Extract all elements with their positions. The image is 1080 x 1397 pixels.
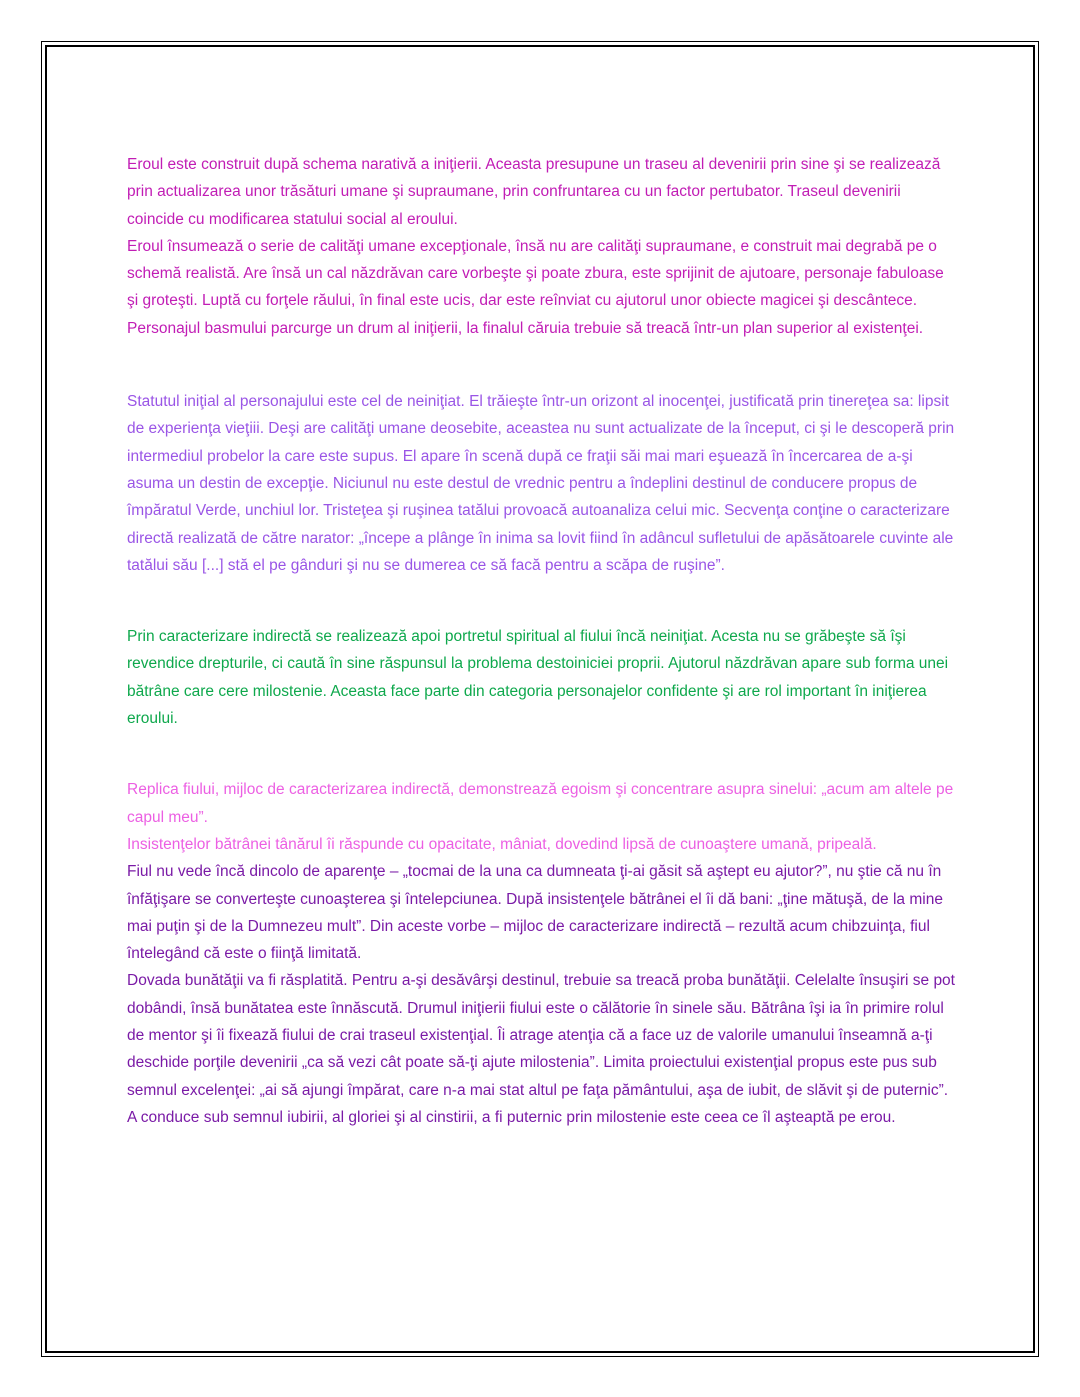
spacer	[127, 579, 957, 623]
spacer	[127, 732, 957, 776]
section-indirect-characterization	[127, 623, 957, 732]
paragraph: Insistenţelor bătrânei tânărul îi răspunde cu opacitate, mâniat, dovedind lipsă de cunoaştere umană, pripeală.	[127, 835, 877, 853]
paragraph: Fiul nu vede încă dincolo de aparenţe – „tocmai de la una ca dumneata ţi-ai găsit să aştept eu ajutor?”, nu ştie că nu în înfăţişare se converteşte cunoaşterea şi întelepciunea. După insistenţele bătrânei el îi dă bani: „ţine mătuşă, de la mine mai puţin şi de la Dumnezeu mult”. Din aceste vorbe – mijloc de caracterizare indirectă – rezultă acum chibzuinţa, fiul întelegând că este o fiinţă limitată.	[127, 863, 943, 963]
document-body	[127, 151, 957, 1131]
paragraph: Personajul basmului parcurge un drum al iniţierii, la finalul căruia trebuie să treacă într-un plan superior al existenţei.	[127, 319, 924, 337]
paragraph: Dovada bunătăţii va fi răsplatită. Pentru a-şi desăvârşi destinul, trebuie sa treacă proba bunătăţii. Celelalte însuşiri se pot dobândi, însă bunătatea este înnăscută. Drumul iniţierii fiului este o călătorie în sinele său. Bătrâna îşi ia în primire rolul de mentor şi îi fixează fiului de crai traseul existenţial. Îi atrage atenţia că a face uz de valorile umanului înseamnă a-ţi deschide porţile devenirii „ca să vezi cât poate să-ţi ajute milostenia”. Limita proiectului existenţial propus este pus sub semnul excelenţei: „ai să ajungi împărat, care n-a mai stat altul pe faţa pământului, aşa de iubit, de slăvit şi de puternic”. A conduce sub semnul iubirii, al gloriei şi al cinstirii, a fi puternic prin milostenie este ceea ce îl aşteaptă pe erou.	[127, 972, 955, 1126]
paragraph: Replica fiului, mijloc de caracterizarea indirectă, demonstrează egoism şi concentrare asupra sinelui: „acum am altele pe capul meu”.	[127, 781, 954, 826]
spacer	[127, 342, 957, 388]
section-hero-initiation	[127, 151, 957, 342]
section-initial-status	[127, 388, 957, 579]
paragraph: Statutul iniţial al personajului este cel de neiniţiat. El trăieşte într-un orizont al inocenţei, justificată prin tinereţea sa: lipsit de experienţa vieţiii. Deşi are calităţi umane deosebite, aceastea nu sunt actualizate de la început, ci şi le descoperă prin intermediul probelor la care este supus. El apare în scenă după ce fraţii săi mai mari eşuează în încercarea de a-şi asuma un destin de excepţie. Niciunul nu este destul de vrednic pentru a îndeplini destinul de conducere propus de împăratul Verde, unchiul lor. Tristeţea şi ruşinea tatălui provoacă autoanaliza celui mic. Secvenţa conţine o caracterizare directă realizată de către narator: „începe a plânge în inima sa lovit fiind în adâncul sufletului de apăsătoarele cuvinte ale tatălui său [...] stă el pe gânduri şi nu se dumerea ce să facă pentru a scăpa de ruşine”.	[127, 393, 955, 574]
section-son-reply	[127, 776, 957, 1131]
paragraph: Eroul este construit după schema narativă a iniţierii. Aceasta presupune un traseu al devenirii prin sine şi se realizează prin actualizarea unor trăsături umane şi supraumane, prin confruntarea cu un factor pertubator. Traseul devenirii coincide cu modificarea statului social al eroului.	[127, 156, 941, 228]
paragraph: Prin caracterizare indirectă se realizează apoi portretul spiritual al fiului încă neiniţiat. Acesta nu se grăbeşte să îşi revendice drepturile, ci caută în sine răspunsul la problema destoiniciei proprii. Ajutorul năzdrăvan apare sub forma unei bătrâne care cere milostenie. Aceasta face parte din categoria personajelor confidente şi are rol important în iniţierea eroului.	[127, 628, 949, 728]
paragraph: Eroul însumează o serie de calităţi umane excepţionale, însă nu are calităţi supraumane, e construit mai degrabă pe o schemă realistă. Are însă un cal năzdrăvan care vorbeşte şi poate zbura, este sprijinit de ajutoare, personaje fabuloase şi groteşti. Luptă cu forţele răului, în final este ucis, dar este reînviat cu ajutorul unor obiecte magicei şi descântece.	[127, 237, 944, 310]
